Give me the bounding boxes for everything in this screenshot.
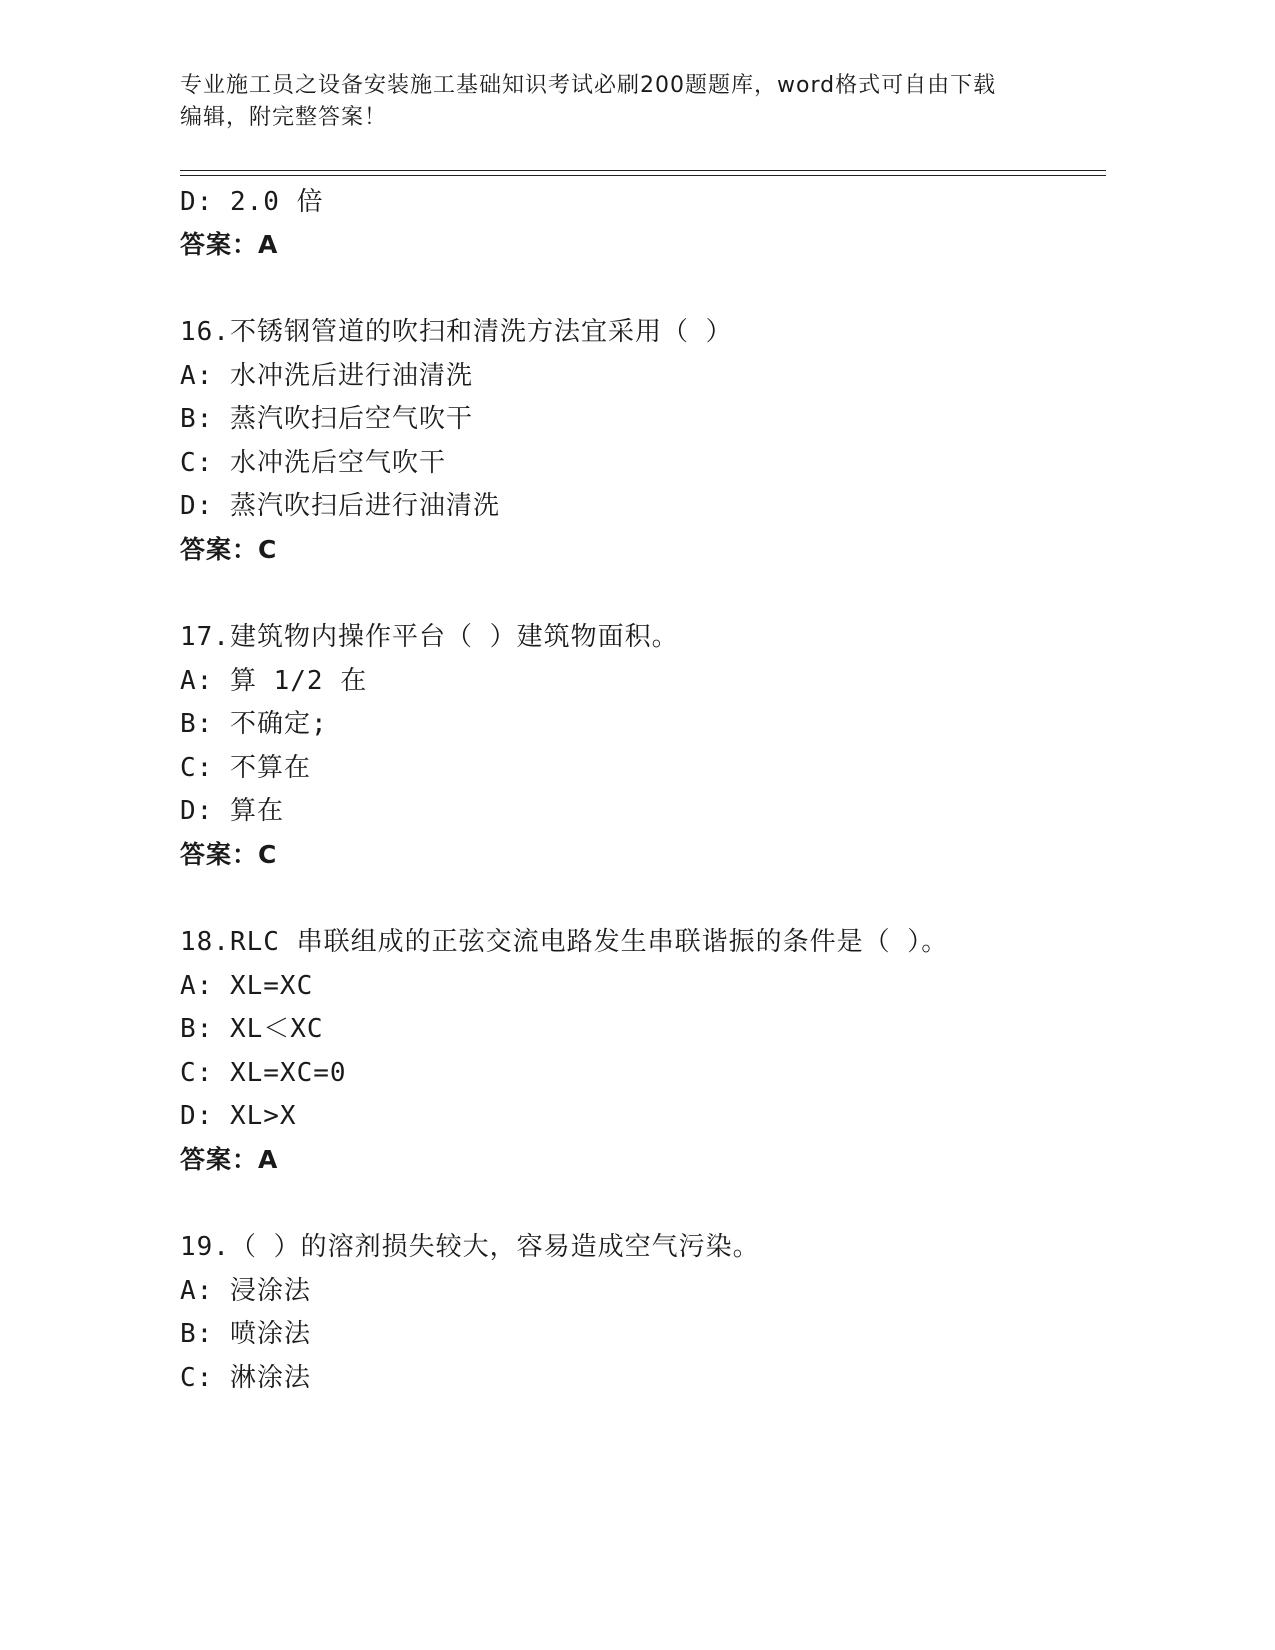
question-16-answer: 答案：C xyxy=(180,535,278,564)
header-divider-bottom xyxy=(180,175,1106,176)
question-17-option-b: B: 不确定; xyxy=(180,709,328,739)
question-19-option-b: B: 喷涂法 xyxy=(180,1319,311,1349)
prev-answer: 答案：A xyxy=(180,230,279,259)
question-16-option-b: B: 蒸汽吹扫后空气吹干 xyxy=(180,404,473,434)
question-16-option-c: C: 水冲洗后空气吹干 xyxy=(180,448,446,478)
question-16-option-d: D: 蒸汽吹扫后进行油清洗 xyxy=(180,491,500,521)
header-line-1: 专业施工员之设备安装施工基础知识考试必刷200题题库，word格式可自由下载 xyxy=(180,73,997,98)
question-18-option-a: A: XL=XC xyxy=(180,971,314,1001)
question-19-option-a: A: 浸涂法 xyxy=(180,1276,311,1306)
header-line-2: 编辑，附完整答案！ xyxy=(180,105,388,130)
prev-option-d: D: 2.0 倍 xyxy=(180,187,324,217)
question-18-option-d: D: XL>X xyxy=(180,1101,297,1131)
question-18-stem: 18.RLC 串联组成的正弦交流电路发生串联谐振的条件是（ ）。 xyxy=(180,927,949,957)
question-18-answer: 答案：A xyxy=(180,1145,279,1174)
question-17-option-d: D: 算在 xyxy=(180,796,284,826)
question-18-option-c: C: XL=XC=0 xyxy=(180,1058,347,1088)
question-16-stem: 16.不锈钢管道的吹扫和清洗方法宜采用（ ） xyxy=(180,317,733,347)
question-19-option-c: C: 淋涂法 xyxy=(180,1363,311,1393)
question-16-option-a: A: 水冲洗后进行油清洗 xyxy=(180,361,473,391)
question-17-option-a: A: 算 1/2 在 xyxy=(180,666,368,696)
question-18-option-b: B: XL＜XC xyxy=(180,1014,324,1044)
question-17-answer: 答案：C xyxy=(180,840,278,869)
question-19-stem: 19.（ ）的溶剂损失较大，容易造成空气污染。 xyxy=(180,1232,760,1262)
question-17-option-c: C: 不算在 xyxy=(180,753,311,783)
question-17-stem: 17.建筑物内操作平台（ ）建筑物面积。 xyxy=(180,622,679,652)
document-header xyxy=(180,70,1060,134)
header-divider-top xyxy=(180,170,1106,171)
